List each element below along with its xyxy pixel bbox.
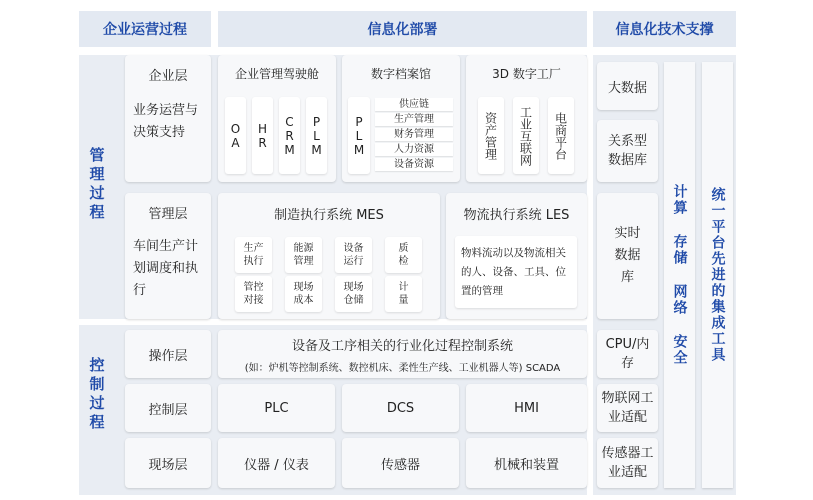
enterprise-layer-card xyxy=(125,55,211,182)
archive-list-item: 人力资源 xyxy=(375,143,453,156)
factory-item-ecommerce: 电商平台 xyxy=(548,97,574,174)
header-it-support: 信息化技术支撑 xyxy=(593,11,736,47)
mes-item: 计量 xyxy=(385,276,422,312)
archive-list xyxy=(375,98,453,174)
les-title: 物流执行系统 LES xyxy=(463,208,570,223)
support-realtime-db: 实时数据库 xyxy=(597,193,658,319)
mes-item: 质检 xyxy=(385,237,422,273)
les-desc: 物料流动以及物流相关的人、设备、工具、位置的管理 xyxy=(455,236,577,308)
support-cpu-memory: CPU/内存 xyxy=(597,330,658,378)
control-item-dcs: DCS xyxy=(342,384,459,432)
management-layer-desc: 车间生产计划调度和执行 xyxy=(133,239,199,298)
control-process-label: 控制过程 xyxy=(87,357,106,433)
digital-factory-title: 3D 数字工厂 xyxy=(492,67,561,81)
control-layer-label: 控制层 xyxy=(125,384,211,432)
mes-item: 设备运行 xyxy=(335,237,372,273)
cockpit-item-hr: HR xyxy=(252,97,273,174)
factory-item-iiot: 工业互联网 xyxy=(513,97,539,174)
cockpit-item-crm: CRM xyxy=(279,97,300,174)
control-item-plc: PLC xyxy=(218,384,335,432)
cockpit-item-plm: PLM xyxy=(306,97,327,174)
support-compute-storage-network-security: 计算 存储 网络 安全 xyxy=(664,62,695,488)
mes-item: 现场成本 xyxy=(285,276,322,312)
operation-layer-title: 设备及工序相关的行业化过程控制系统 xyxy=(291,338,513,354)
archive-list-item: 设备资源 xyxy=(375,158,453,171)
mes-title: 制造执行系统 MES xyxy=(274,208,384,223)
mes-item: 能源管理 xyxy=(285,237,322,273)
cockpit-title: 企业管理驾驶舱 xyxy=(234,67,319,81)
operation-layer-label: 操作层 xyxy=(125,330,211,378)
field-item-instruments: 仪器 / 仪表 xyxy=(218,438,335,488)
management-layer-label: 管理层 xyxy=(148,207,188,222)
field-item-machinery: 机械和装置 xyxy=(466,438,587,488)
support-relational-db: 关系型数据库 xyxy=(597,120,658,182)
management-layer-card xyxy=(125,193,211,319)
archive-plm: PLM xyxy=(348,97,370,174)
management-process-label: 管理过程 xyxy=(87,147,106,223)
archive-list-item: 财务管理 xyxy=(375,128,453,141)
support-bigdata: 大数据 xyxy=(597,62,658,110)
enterprise-layer-label: 企业层 xyxy=(148,69,188,84)
support-sensor-adapter: 传感器工业适配 xyxy=(597,438,658,488)
mes-item: 现场仓储 xyxy=(335,276,372,312)
cockpit-item-oa: OA xyxy=(225,97,246,174)
digital-archive-title: 数字档案馆 xyxy=(370,67,431,81)
factory-item-asset: 资产管理 xyxy=(478,97,504,174)
enterprise-layer-desc: 业务运营与决策支持 xyxy=(133,103,199,140)
operation-layer-card xyxy=(218,330,587,378)
archive-list-item: 供应链 xyxy=(375,98,453,111)
control-item-hmi: HMI xyxy=(466,384,587,432)
mes-item: 管控对接 xyxy=(235,276,272,312)
archive-list-item: 生产管理 xyxy=(375,113,453,126)
operation-layer-sub: (如：炉机等控制系统、数控机床、柔性生产线、工业机器人等) SCADA xyxy=(244,362,561,374)
support-unified-platform: 统一平台先进的集成工具 xyxy=(702,62,733,488)
header-it-deployment: 信息化部署 xyxy=(218,11,587,47)
field-item-sensors: 传感器 xyxy=(342,438,459,488)
support-iot-adapter: 物联网工业适配 xyxy=(597,384,658,432)
mes-item: 生产执行 xyxy=(235,237,272,273)
field-layer-label: 现场层 xyxy=(125,438,211,488)
header-enterprise-process: 企业运营过程 xyxy=(79,11,211,47)
